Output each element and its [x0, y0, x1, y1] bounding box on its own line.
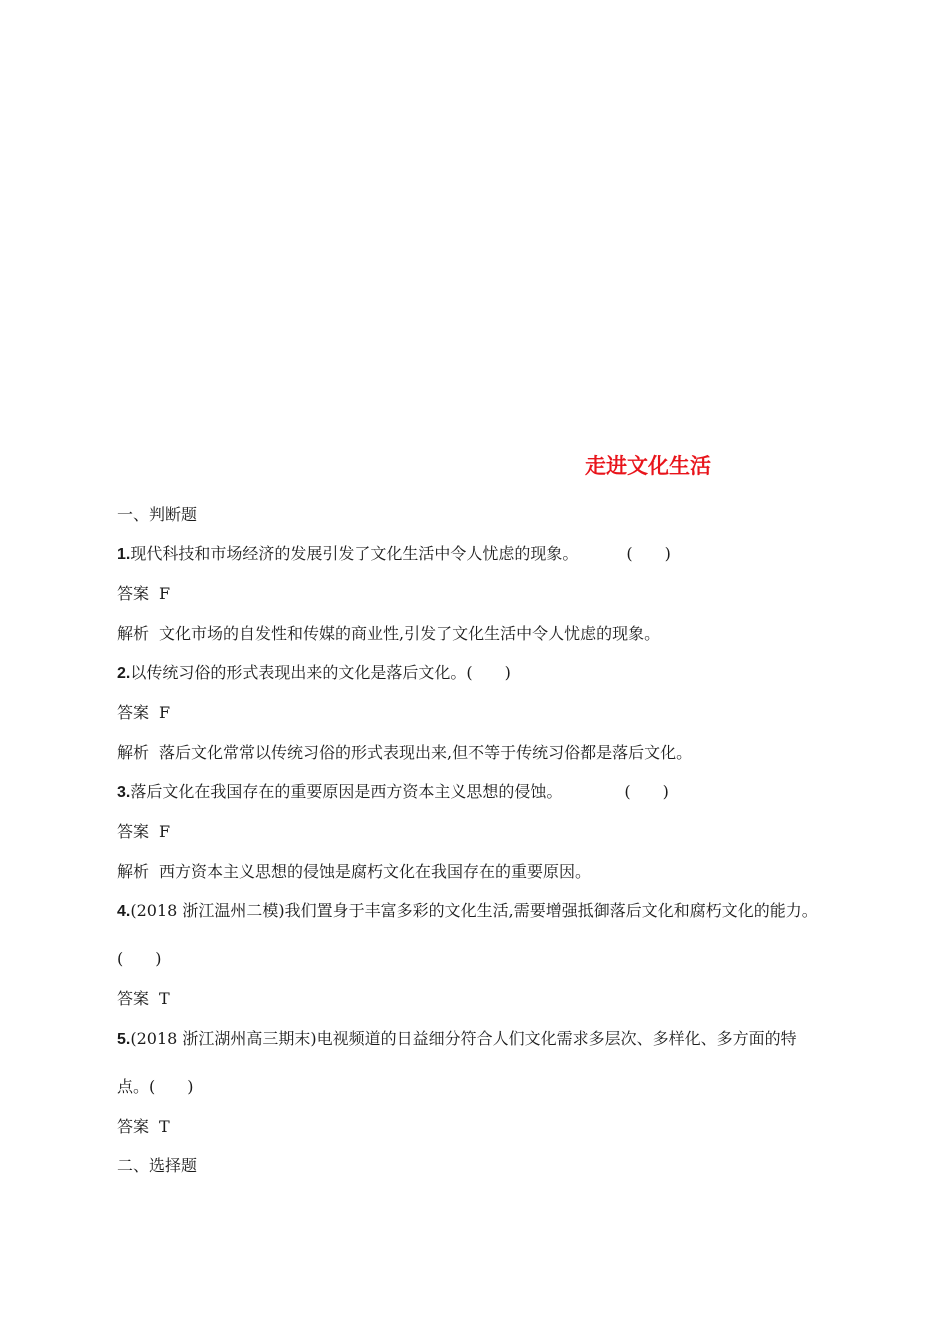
analysis-label: 解析: [117, 862, 150, 881]
analysis-row: [117, 861, 591, 883]
answer-label: 答案: [117, 989, 150, 1008]
question-4: [117, 900, 818, 923]
answer-row: [117, 1116, 170, 1138]
analysis-text: 西方资本主义思想的侵蚀是腐朽文化在我国存在的重要原因。: [159, 862, 592, 881]
answer-value: F: [159, 822, 171, 841]
answer-value: T: [159, 1117, 170, 1136]
section-heading-judge: 一、判断题: [117, 505, 198, 524]
answer-blank-line: [117, 948, 162, 970]
answer-value: F: [159, 584, 171, 603]
answer-label: 答案: [117, 584, 150, 603]
answer-label: 答案: [117, 1117, 150, 1136]
question-5-continuation: [117, 1076, 194, 1098]
answer-blank: ( ): [117, 949, 162, 968]
page-title: 走进文化生活: [585, 454, 711, 478]
answer-row: [117, 988, 170, 1010]
answer-value: T: [159, 989, 170, 1008]
analysis-text: 文化市场的自发性和传媒的商业性,引发了文化生活中令人忧虑的现象。: [159, 624, 661, 643]
question-text: (2018 浙江温州二模)我们置身于丰富多彩的文化生活,需要增强抵御落后文化和腐朽文化的能力。: [130, 901, 818, 920]
question-text: 现代科技和市场经济的发展引发了文化生活中令人忧虑的现象。: [130, 544, 579, 563]
question-number: 2.: [117, 665, 131, 682]
question-text-cont: 点。( ): [117, 1077, 194, 1096]
answer-blank: ( ): [626, 544, 671, 563]
answer-value: F: [159, 703, 171, 722]
question-number: 3.: [117, 784, 131, 801]
question-2: [117, 662, 511, 685]
question-number: 1.: [117, 546, 131, 563]
answer-label: 答案: [117, 703, 150, 722]
question-number: 4.: [117, 903, 131, 920]
analysis-row: [117, 623, 660, 645]
analysis-label: 解析: [117, 624, 150, 643]
answer-row: [117, 583, 170, 605]
analysis-text: 落后文化常常以传统习俗的形式表现出来,但不等于传统习俗都是落后文化。: [159, 743, 693, 762]
answer-blank: ( ): [624, 782, 669, 801]
analysis-row: [117, 742, 692, 764]
answer-row: [117, 821, 170, 843]
question-1: [117, 543, 671, 566]
question-3: [117, 781, 669, 804]
question-5: [117, 1028, 797, 1051]
answer-row: [117, 702, 170, 724]
answer-label: 答案: [117, 822, 150, 841]
section-heading-choice: 二、选择题: [117, 1156, 198, 1175]
question-text: (2018 浙江湖州高三期末)电视频道的日益细分符合人们文化需求多层次、多样化、多方面的特: [130, 1029, 797, 1048]
question-text: 以传统习俗的形式表现出来的文化是落后文化。( ): [130, 663, 511, 682]
question-text: 落后文化在我国存在的重要原因是西方资本主义思想的侵蚀。: [130, 782, 563, 801]
analysis-label: 解析: [117, 743, 150, 762]
question-number: 5.: [117, 1031, 131, 1048]
